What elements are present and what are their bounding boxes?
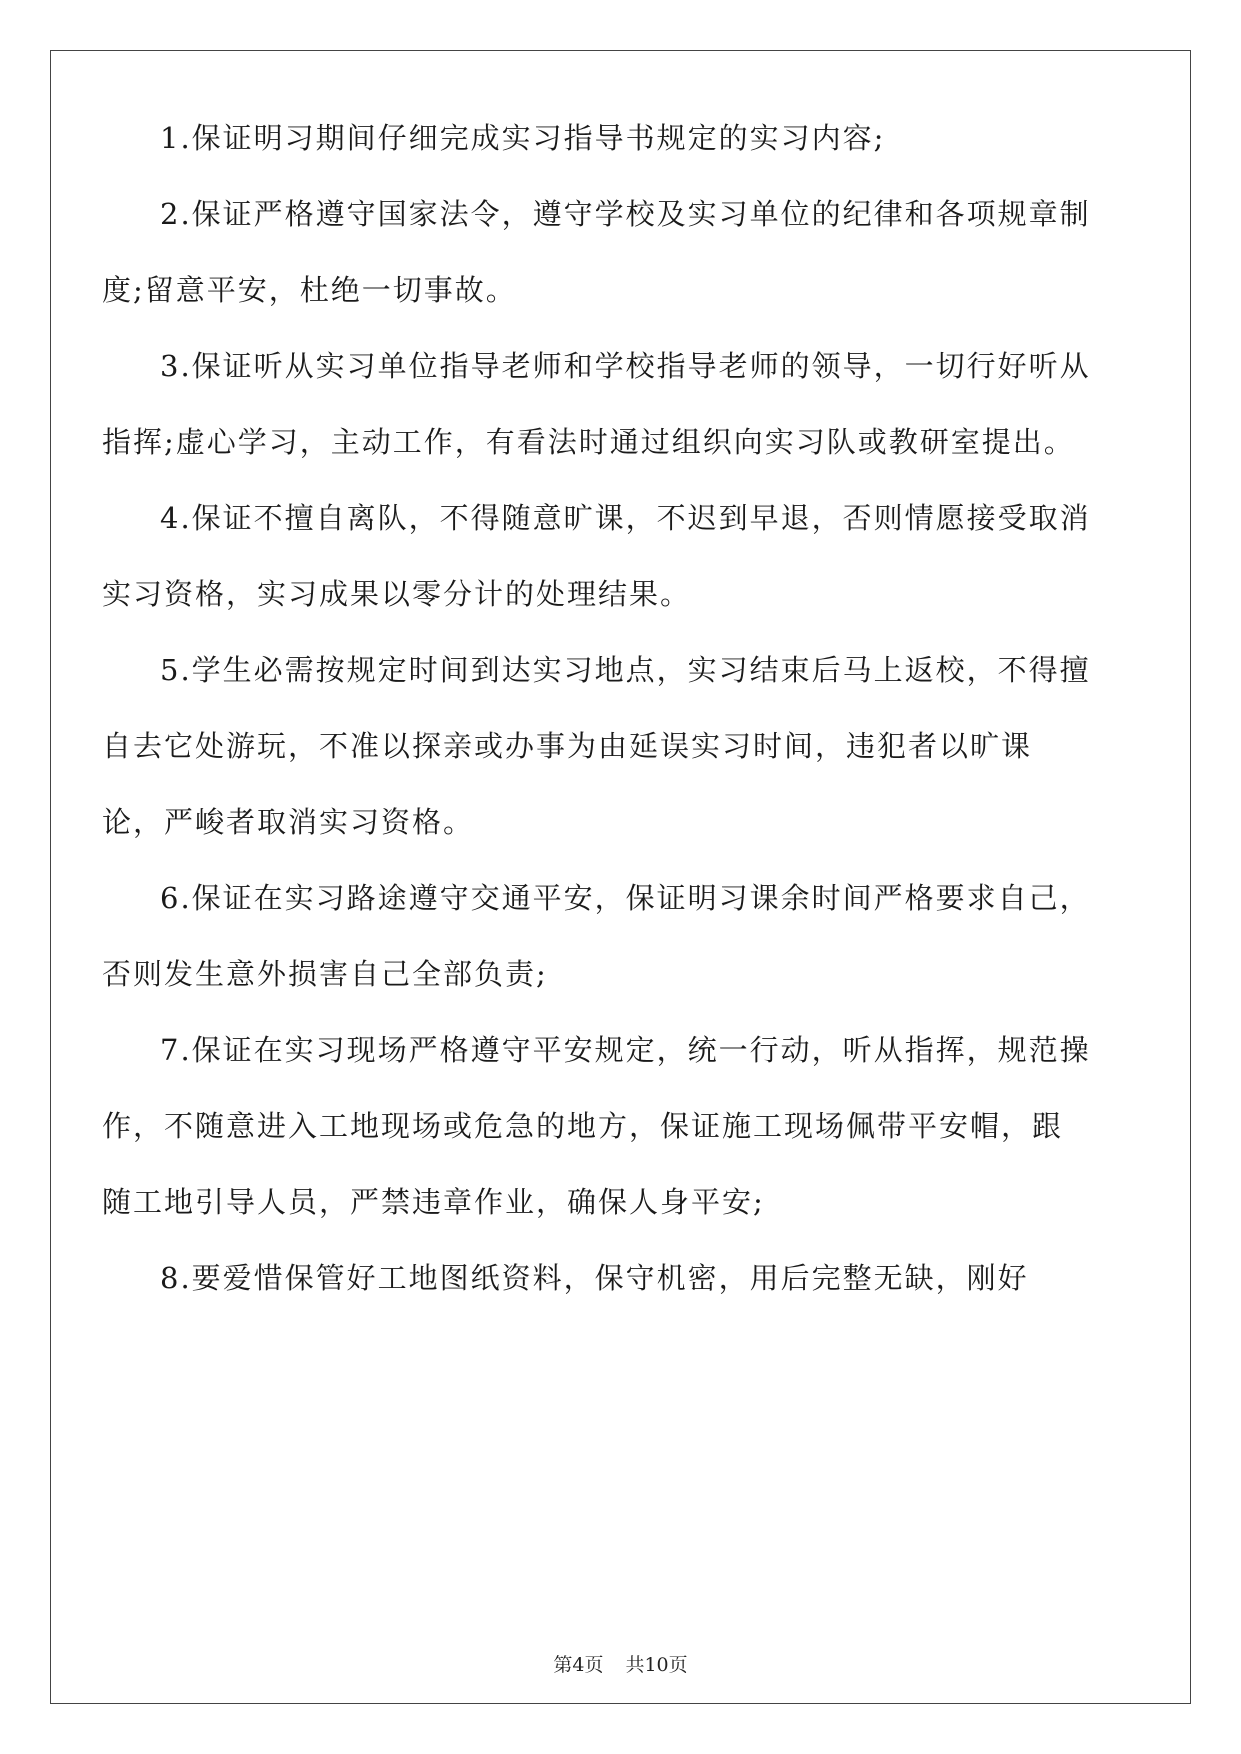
document-body xyxy=(102,100,1092,1316)
paragraph-3: 3.保证听从实习单位指导老师和学校指导老师的领导，一切行好听从指挥;虚心学习，主动工作，有看法时通过组织向实习队或教研室提出。 xyxy=(102,349,1091,459)
page-footer xyxy=(0,1650,1241,1677)
paragraph-4: 4.保证不擅自离队，不得随意旷课，不迟到早退，否则情愿接受取消实习资格，实习成果以零分计的处理结果。 xyxy=(102,501,1091,611)
paragraph-5: 5.学生必需按规定时间到达实习地点，实习结束后马上返校，不得擅自去它处游玩，不准以探亲或办事为由延误实习时间，违犯者以旷课论，严峻者取消实习资格。 xyxy=(102,653,1091,839)
paragraph-6: 6.保证在实习路途遵守交通平安，保证明习课余时间严格要求自己，否则发生意外损害自己全部负责; xyxy=(102,881,1091,991)
page-number: 第4页 xyxy=(553,1654,604,1676)
paragraph-1: 1.保证明习期间仔细完成实习指导书规定的实习内容; xyxy=(160,121,886,155)
paragraph-2: 2.保证严格遵守国家法令，遵守学校及实习单位的纪律和各项规章制度;留意平安，杜绝一切事故。 xyxy=(102,197,1091,307)
page-total: 共10页 xyxy=(625,1654,688,1676)
paragraph-7: 7.保证在实习现场严格遵守平安规定，统一行动，听从指挥，规范操作，不随意进入工地现场或危急的地方，保证施工现场佩带平安帽，跟随工地引导人员，严禁违章作业，确保人身平安; xyxy=(102,1033,1091,1219)
paragraph-8: 8.要爱惜保管好工地图纸资料，保守机密，用后完整无缺，刚好 xyxy=(160,1261,1029,1295)
